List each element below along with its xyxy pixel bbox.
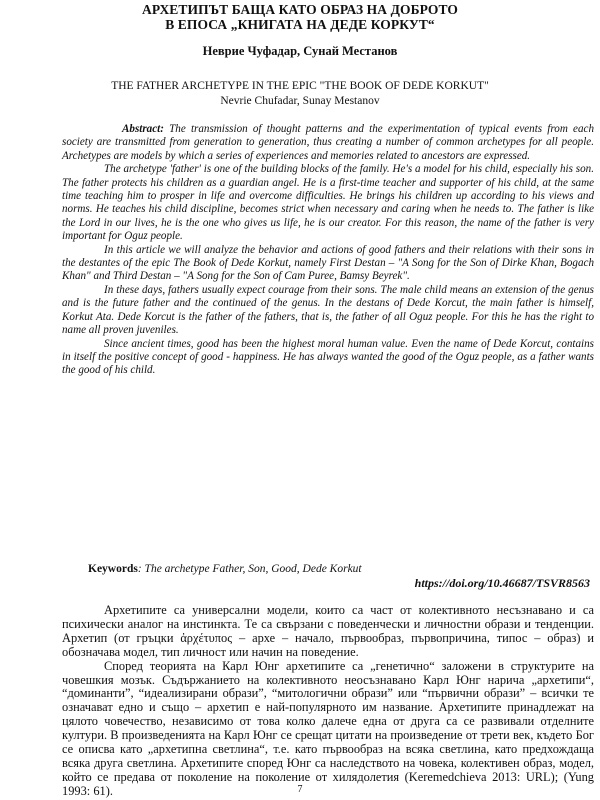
abstract-paragraph-1 bbox=[62, 123, 594, 163]
abstract-paragraph-5: Since ancient times, good has been the highest moral human value. Even the name of Dede Korcut, contains in itself the positive concept of good - happiness. He has always wanted the good of the Oguz people, as a father wants the good of his child. bbox=[62, 337, 594, 377]
abstract-paragraph-4: In these days, fathers usually expect courage from their sons. The male child means an extension of the genus and is the future father and the continued of the genus. In the destans of Dede Korcut, the main father is himself, Korkut Ata. Dede Korcut is the father of the fathers, that is, the father of all Oguz people. For this he has the right to name all proven juveniles. bbox=[62, 283, 594, 337]
abstract-label: Abstract: bbox=[122, 123, 164, 135]
keywords bbox=[88, 563, 362, 575]
title-bulgarian-line-2: В ЕПОСА „КНИГАТА НА ДЕДЕ КОРКУТ“ bbox=[165, 17, 435, 32]
abstract bbox=[62, 123, 594, 378]
title-english: THE FATHER ARCHETYPE IN THE EPIC "THE BOOK OF DEDE KORKUT" bbox=[111, 80, 489, 92]
authors-english: Nevrie Chufadar, Sunay Mestanov bbox=[220, 95, 380, 107]
body-text bbox=[62, 604, 594, 799]
abstract-paragraph-3: In this article we will analyze the behavior and actions of good fathers and their relations with their sons in the destantes of the epic The Book of Dede Korkut, namely First Destan – "A Song for the Son of Dirke Khan, Bogach Khan" and Third Destan – "A Song for the Son of Cam Puree, Bamsy Beyrek". bbox=[62, 243, 594, 283]
title-bulgarian-line-1: АРХЕТИПЪТ БАЩА КАТО ОБРАЗ НА ДОБРОТО bbox=[141, 2, 459, 17]
abstract-paragraph-2: The archetype 'father' is one of the building blocks of the family. He's a model for his child, especially his son. The father protects his children as a guardian angel. He is a first-time teacher and supporter of his child, at the same time teaching him to prosper in life and overcome difficulties. He brings his children up according to his views and norms. He teaches his child discipline, becomes strict when necessary and caring when he needs to. The father is like the Lord in our lives, he is the one who gives us life, he is our creator. For this reason, the name of the father is very important for Oguz people. bbox=[62, 163, 594, 243]
keywords-text: : The archetype Father, Son, Good, Dede Korkut bbox=[137, 563, 362, 575]
body-paragraph-2: Според теорията на Карл Юнг архетипите са „генетично“ заложени в структурите на човешкия мозък. Съдържанието на колективното неосъзнавано Карл Юнг нарича „архетипи“, “доминанти”, “идеализирани образи”, “митологични образи” или “първични образи” – всички те означават едно и също – архетип е най-популярното им название. Архетипите принадлежат на цялото човечество, независимо от това колко далече една от друга са се развивали отделните култури. В произведенията на Карл Юнг се срещат цитати на произведение от трети век, където Бог се описва като „архетипна светлина“, т.е. като първообраз на всяка светлина, като предхождаща всяка друга светлина. Архетипите според Юнг са наследството на човека, колективен образ, модел, който се предава от поколение на поколение от хилядолетия (Keremedchieva 2013: URL); (Yung 1993: 61). bbox=[62, 658, 594, 798]
authors-bulgarian: Неврие Чуфадар, Сунай Местанов bbox=[202, 44, 398, 58]
page-number: 7 bbox=[297, 784, 303, 795]
doi-link[interactable]: https://doi.org/10.46687/TSVR8563 bbox=[414, 576, 590, 590]
keywords-label: Keywords bbox=[88, 563, 138, 575]
abstract-text-1: The transmission of thought patterns and the experimentation of typical events from each society are transmitted from generation to generation, thus creating a number of common archetypes for all people. Archetypes are models by which a series of experiences and memories related to ancestors are expressed. bbox=[62, 123, 594, 162]
body-paragraph-1: Архетипите са универсални модели, които са част от колективното несъзнавано и са психически аналог на инстинкта. Те са свързани с поведенчески и личностни образи и тенденции. Архетип (от гръцки ἀρχέτυπος – архе – начало, първообраз, първопричина, типос – образ) и обозначава модел, тип личност или начин на поведение. bbox=[62, 603, 594, 659]
